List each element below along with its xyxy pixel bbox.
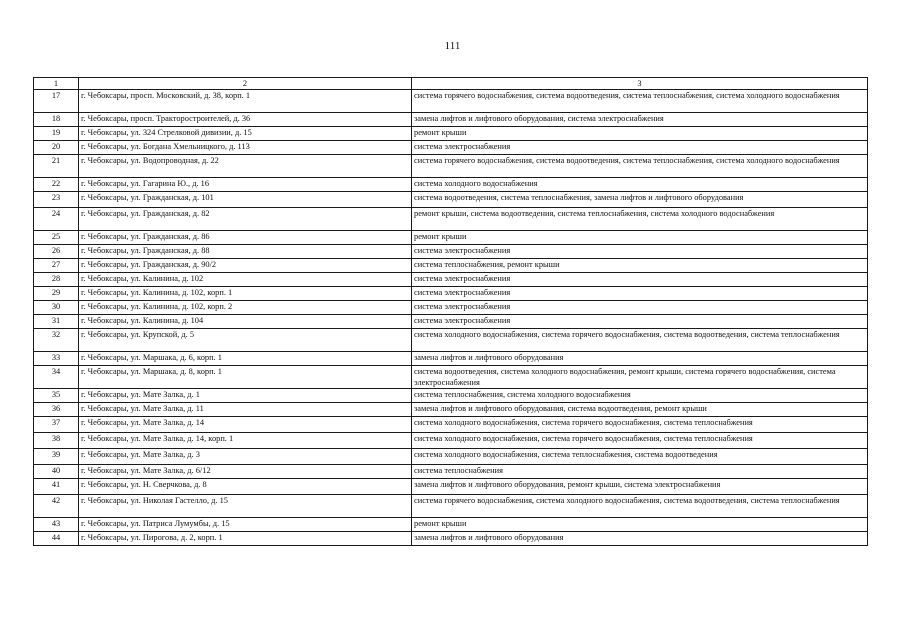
row-number: 24 [34,208,79,231]
row-number: 41 [34,479,79,495]
row-works: замена лифтов и лифтового оборудования, система водоотведения, ремонт крыши [412,403,868,417]
row-address: г. Чебоксары, ул. Мате Залка, д. 6/12 [79,465,412,479]
row-number: 22 [34,178,79,192]
row-address: г. Чебоксары, ул. Богдана Хмельницкого, д. 113 [79,141,412,155]
row-works: система электроснабжения [412,301,868,315]
table-row [34,287,868,301]
column-header-address: 2 [79,78,412,90]
row-address: г. Чебоксары, ул. Гражданская, д. 82 [79,208,412,231]
row-works: система теплоснабжения, система холодного водоснабжения [412,389,868,403]
page-number: 111 [444,40,461,52]
table-row [34,532,868,546]
row-works: замена лифтов и лифтового оборудования, ремонт крыши, система электроснабжения [412,479,868,495]
row-address: г. Чебоксары, ул. Маршака, д. 8, корп. 1 [79,366,412,389]
row-works: система электроснабжения [412,287,868,301]
table-row [34,155,868,178]
row-address: г. Чебоксары, ул. Калинина, д. 102, корп. 1 [79,287,412,301]
column-header-number: 1 [34,78,79,90]
row-works: система теплоснабжения [412,465,868,479]
row-address: г. Чебоксары, ул. Патриса Лумумбы, д. 15 [79,518,412,532]
row-works: система холодного водоснабжения, система горячего водоснабжения, система теплоснабжения [412,417,868,433]
row-number: 23 [34,192,79,208]
row-address: г. Чебоксары, ул. Мате Залка, д. 14 [79,417,412,433]
row-address: г. Чебоксары, просп. Московский, д. 38, корп. 1 [79,90,412,113]
row-number: 30 [34,301,79,315]
row-number: 19 [34,127,79,141]
row-address: г. Чебоксары, ул. Мате Залка, д. 3 [79,449,412,465]
row-number: 21 [34,155,79,178]
row-works: система электроснабжения [412,141,868,155]
row-number: 44 [34,532,79,546]
works-table [33,77,868,546]
row-works: замена лифтов и лифтового оборудования [412,532,868,546]
row-number: 42 [34,495,79,518]
table-row [34,90,868,113]
row-address: г. Чебоксары, ул. Калинина, д. 102, корп. 2 [79,301,412,315]
row-works: система холодного водоснабжения, система теплоснабжения, система водоотведения [412,449,868,465]
table-row [34,301,868,315]
row-works: ремонт крыши [412,518,868,532]
row-number: 31 [34,315,79,329]
row-address: г. Чебоксары, ул. Гагарина Ю., д. 16 [79,178,412,192]
row-address: г. Чебоксары, ул. Мате Залка, д. 1 [79,389,412,403]
row-works: система холодного водоснабжения, система горячего водоснабжения, система теплоснабжения [412,433,868,449]
table-row [34,192,868,208]
table-row [34,329,868,352]
row-number: 34 [34,366,79,389]
row-number: 17 [34,90,79,113]
table-row [34,433,868,449]
row-address: г. Чебоксары, ул. Мате Залка, д. 14, корп. 1 [79,433,412,449]
table-row [34,403,868,417]
row-address: г. Чебоксары, просп. Тракторостроителей, д. 36 [79,113,412,127]
row-number: 29 [34,287,79,301]
row-works: система холодного водоснабжения [412,178,868,192]
row-number: 35 [34,389,79,403]
table-row [34,113,868,127]
row-works: система водоотведения, система холодного водоснабжения, ремонт крыши, система горячего водоснабжения, система электроснабжения [412,366,868,389]
table-row [34,178,868,192]
row-address: г. Чебоксары, ул. Николая Гастелло, д. 15 [79,495,412,518]
row-number: 38 [34,433,79,449]
row-address: г. Чебоксары, ул. Крупской, д. 5 [79,329,412,352]
table-row [34,245,868,259]
table-row [34,127,868,141]
row-address: г. Чебоксары, ул. 324 Стрелковой дивизии, д. 15 [79,127,412,141]
row-number: 25 [34,231,79,245]
row-number: 40 [34,465,79,479]
row-address: г. Чебоксары, ул. Гражданская, д. 90/2 [79,259,412,273]
row-address: г. Чебоксары, ул. Мате Залка, д. 11 [79,403,412,417]
row-address: г. Чебоксары, ул. Калинина, д. 104 [79,315,412,329]
row-works: система холодного водоснабжения, система горячего водоснабжения, система водоотведения, система теплоснабжения [412,329,868,352]
row-works: система электроснабжения [412,245,868,259]
table-row [34,208,868,231]
table-row [34,366,868,389]
table-row [34,479,868,495]
row-number: 26 [34,245,79,259]
table-row [34,273,868,287]
row-works: ремонт крыши, система водоотведения, система теплоснабжения, система холодного водоснабжения [412,208,868,231]
table-row [34,449,868,465]
table-row [34,141,868,155]
row-works: замена лифтов и лифтового оборудования, система электроснабжения [412,113,868,127]
row-works: система горячего водоснабжения, система водоотведения, система теплоснабжения, система холодного водоснабжения [412,155,868,178]
table-row [34,231,868,245]
row-number: 39 [34,449,79,465]
table-row [34,315,868,329]
row-works: система электроснабжения [412,315,868,329]
column-header-works: 3 [412,78,868,90]
row-address: г. Чебоксары, ул. Маршака, д. 6, корп. 1 [79,352,412,366]
row-number: 33 [34,352,79,366]
row-number: 28 [34,273,79,287]
row-works: система теплоснабжения, ремонт крыши [412,259,868,273]
row-works: ремонт крыши [412,127,868,141]
row-address: г. Чебоксары, ул. Водопроводная, д. 22 [79,155,412,178]
table-row [34,259,868,273]
row-works: замена лифтов и лифтового оборудования [412,352,868,366]
table-row [34,518,868,532]
row-number: 36 [34,403,79,417]
row-address: г. Чебоксары, ул. Н. Сверчкова, д. 8 [79,479,412,495]
table-row [34,465,868,479]
row-works: система горячего водоснабжения, система холодного водоснабжения, система водоотведения, система теплоснабжения [412,495,868,518]
row-works: ремонт крыши [412,231,868,245]
row-works: система электроснабжения [412,273,868,287]
row-number: 27 [34,259,79,273]
row-address: г. Чебоксары, ул. Пирогова, д. 2, корп. 1 [79,532,412,546]
row-works: система горячего водоснабжения, система водоотведения, система теплоснабжения, система холодного водоснабжения [412,90,868,113]
table-row [34,352,868,366]
table-row [34,389,868,403]
row-address: г. Чебоксары, ул. Гражданская, д. 86 [79,231,412,245]
row-address: г. Чебоксары, ул. Калинина, д. 102 [79,273,412,287]
row-works: система водоотведения, система теплоснабжения, замена лифтов и лифтового оборудования [412,192,868,208]
row-address: г. Чебоксары, ул. Гражданская, д. 88 [79,245,412,259]
table-header-row [34,78,868,90]
table-row [34,495,868,518]
row-number: 37 [34,417,79,433]
row-number: 32 [34,329,79,352]
row-number: 20 [34,141,79,155]
row-number: 18 [34,113,79,127]
row-address: г. Чебоксары, ул. Гражданская, д. 101 [79,192,412,208]
row-number: 43 [34,518,79,532]
table-body [34,78,868,546]
table-row [34,417,868,433]
